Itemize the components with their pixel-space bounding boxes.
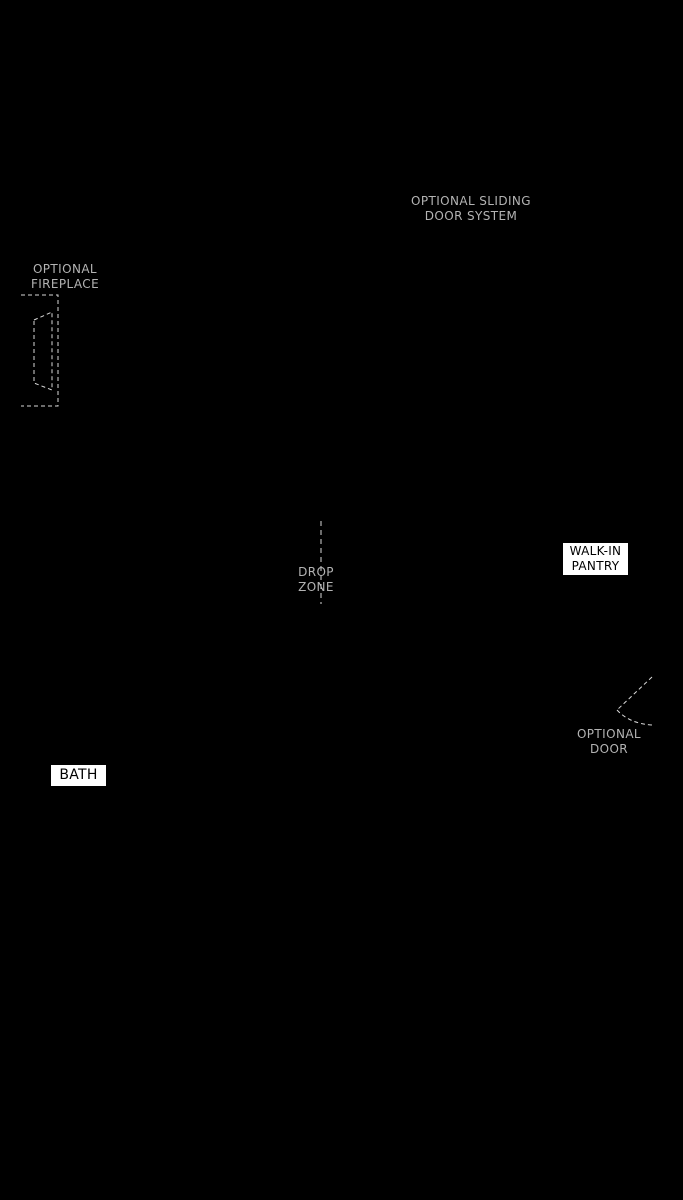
pantry-room-label-line1: WALK-IN [569,544,622,558]
pantry-room-label-line2: PANTRY [571,559,620,573]
sliding-door-note-line2: DOOR SYSTEM [424,209,518,223]
pantry-room-label [563,543,628,575]
sliding-door-note-line1: OPTIONAL SLIDING [411,194,531,208]
drop-zone-note-line2: ZONE [298,580,334,594]
optional-door-note-line2: DOOR [589,742,629,756]
drop-zone-note-line1: DROP [298,565,334,579]
optional-door-note [567,727,651,757]
fireplace-note-line1: OPTIONAL [32,262,98,276]
fireplace-note [22,262,108,292]
optional-door-note-line1: OPTIONAL [576,727,642,741]
fireplace-note-line2: FIREPLACE [30,277,100,291]
drop-zone-note [286,565,346,595]
optional-door-swing [617,677,653,725]
fireplace-outline [21,295,58,406]
bath-room-label-text: BATH [59,767,98,783]
sliding-door-note [398,194,544,224]
bath-room-label [51,765,106,786]
